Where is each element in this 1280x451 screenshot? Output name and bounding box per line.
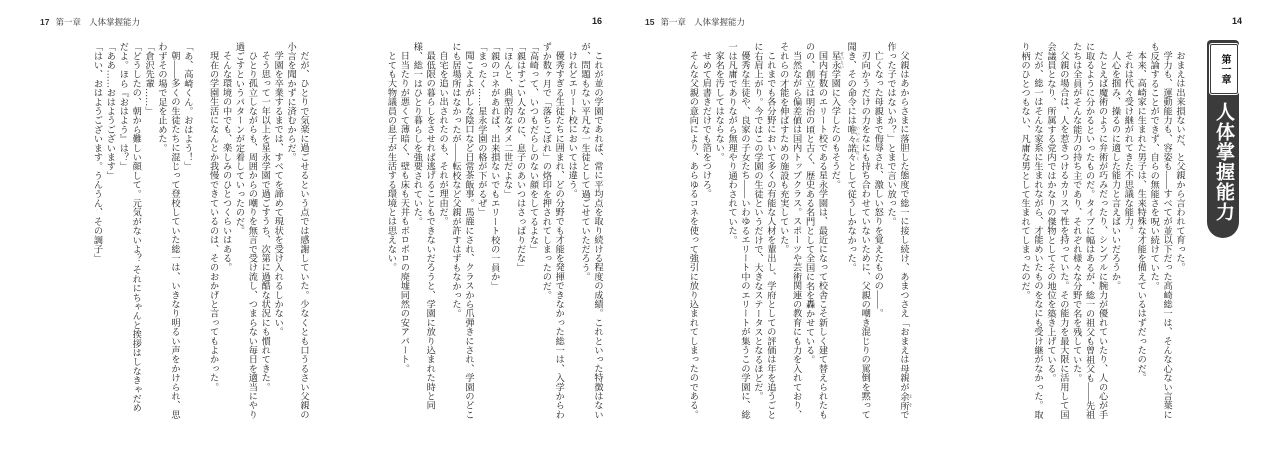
paragraph: そう思って一年以上を星永学園で過ごすうち、次第に過酷な状況にも慣れてきた。: [260, 51, 271, 392]
paragraph: 星永 せいえい学園に入学したのもそうだ。: [830, 51, 845, 190]
paragraph: これが並の学園であれば、常に平均点を取り続ける程度の成績。これといった特徴はないが、問題もない平凡な一生徒として過ごせていただろう。: [580, 42, 603, 420]
paragraph: それは代々受け継がれてきた不思議な能力。: [1123, 51, 1134, 236]
ruby-annotation: 星永 せいえい: [830, 51, 845, 70]
dialogue-line: 「親のコネがあれば、出来損ないでもエリート校の一員か」: [489, 42, 500, 291]
blank-line: [194, 42, 207, 420]
dialogue-line: 「ああ……おはようございます」: [105, 42, 116, 180]
running-header: [40, 16, 148, 28]
paragraph: おまえは出来損ないだ、と父親から言われて育った。: [1175, 51, 1185, 272]
paragraph: 学園を卒業するまでは、すべてを諦めて現状を受け入れるしかない。: [273, 51, 284, 337]
paragraph: 亡くなった母親まで侮辱され、激しい怒りを覚えたものの——。: [873, 51, 884, 318]
paragraph: ひとり孤立しながらも、周囲からの嘲りを無言で受け流し、つまらない毎日を適当にやり過ごすというパターンが定着していったのだ。: [234, 42, 258, 420]
header-chapter: 第一章: [55, 17, 81, 27]
paragraph: たとえば魔術のように弁術が巧みだったり、シンプルに腕力が優れていたり、人の心が手に取るように分かるといったものだ。タイプに幅はあるが、総一の祖父も曾祖父も——先祖たちは全員がそんな能力の持ち主であり、それぞれ様々な分野で名を残していた。: [1071, 42, 1108, 420]
paragraph: これまでも各分野において多くの有能な人材を輩出し、学府としての評価は年を追うごとに右肩上がり。今ではこの学園の生徒というだけで、大きなステータスとなるほどだ。: [752, 42, 776, 420]
page-number: 17: [40, 17, 50, 27]
paragraph: 現在の学園生活になんとか我慢できているのは、そのおかげと言ってもよかった。: [208, 51, 219, 392]
dialogue-line: 「ほんと、典型的なダメ二世だよな」: [502, 42, 513, 199]
paragraph: 日当たりが悪くて薄暗く、壁も床も天井もボロボロの廃墟同然の安アパート。: [399, 51, 410, 374]
header-chapter: 第一章: [660, 17, 686, 27]
paragraph: 父親はあからさまに落胆した態度で総一に接し続け、あまつさえ「おまえは母親が余所 よそで作った子ではないか？」とまで言い放った。: [886, 42, 913, 420]
page-number: 16: [592, 16, 603, 26]
paragraph: 人心を掴み、操るのに適した能力と言えばいいだろうか。: [1110, 51, 1121, 291]
page-14-body: [964, 42, 1186, 420]
paragraph: だが、総一はそんな家系に生まれながら、才能めいたものをなにも受け継がなかった。取り柄のひとつもない、凡庸な男として生まれてしまったのだ。: [1020, 42, 1044, 420]
paragraph: とても大物議員の息子が生活する環境とは思えない。: [386, 51, 397, 272]
chapter-title-badge: [1207, 40, 1239, 238]
header-title: 人体掌握能力: [88, 17, 140, 27]
paragraph: 父親の場合は、人を惹きつけるカリスマ性を持っていた。その能力を最大限に活用して国会議員となり、所属する党内ではかなりの傑物としてその地位を築き上げている。: [1045, 42, 1069, 420]
paragraph: けれどエリート校においては違う。: [567, 51, 578, 199]
paragraph: 家名を汚してはならない。: [714, 51, 725, 162]
paragraph: せめて肩書きだけでも箔をつけろ。: [701, 51, 712, 199]
dialogue-line: 「親はすごい人なのに、息子のあいつはさっぱりだな」: [515, 42, 526, 272]
page-15-body: [643, 42, 913, 420]
dialogue-line: 「あ、高崎くん。おはよう！」: [182, 42, 193, 171]
page-number: 14: [1232, 16, 1243, 26]
ruby-annotation: 唯々諾々 いいだくだく: [846, 124, 861, 162]
dialogue-line: 「はい、おはようございます。うんうん、その調子」: [92, 42, 103, 263]
chapter-title: 人体掌握能力: [1213, 102, 1234, 222]
dialogue-line: 「まったく……星永学園の格が下がるぜ」: [476, 42, 487, 217]
paragraph: そんな環境の中でも、楽しみのひとつくらいはある。: [221, 51, 232, 272]
paragraph: 聞こえよがしな陰口など日常茶飯事。馬鹿にされ、クラスから爪弾きにされ、学園のどこにも居場所はなかったが——転校など父親が許すはずもなかった。: [451, 42, 474, 420]
page-16-body: [358, 42, 604, 420]
paragraph: そんな父親の意向により、あらゆるコネを使って強引に放り込まれてしまったのである。: [688, 51, 699, 420]
paragraph: 刃向かうだけの力をなにも持ち合わせていないために、父親の嘲き混じりの罵倒を黙って聞き、その命令には唯々諾々 いいだくだくとして従うしかなかった。: [846, 42, 871, 420]
dialogue-line: 「倉沢先輩……」: [144, 42, 155, 116]
paragraph: 優秀すぎる生徒たちに囲まれ、どの分野でも才能を発揮できなかった総一は、入学からわずか数ヶ月で「落ちこぼれ」の烙印を押されてしまったのだ。: [541, 42, 565, 420]
dialogue-line: 「高崎って、いつもだらしのない顔をしてるよな」: [528, 42, 539, 254]
paragraph: 学力も、運動能力も、容姿も——すべてが並以下だった高崎総一は、そんな心ない言葉にも反論することができず、自らの無能さを呪い続けていた。: [1149, 42, 1173, 420]
paragraph: 最低限の暮らしをさせれば逃げることもできないだろうと、学園に放り込まれた時と同様、総一はひとり暮らしを強要されていた。: [412, 42, 436, 410]
header-title: 人体掌握能力: [693, 17, 745, 27]
chapter-label: 第一章: [1210, 44, 1238, 94]
dialogue-line: 「どうしたの、朝から難しい顔して。元気がないよ？ それにちゃんと挨拶はしなきゃだめだよ。ほら『おはよう』は？」: [118, 42, 142, 413]
paragraph: だが、ひとりで気楽に過ごせるという点では感謝していた。少なくとも口うるさい父親の小言を聞かずに済むからだ。: [286, 42, 309, 420]
paragraph: 国内有数のエリート校である星永学園は、最近になって校舎こそ新しく建て替えられたものの、創立は明治の頃と古く、歴史ある名門として全国に名を轟かせている。: [804, 42, 828, 420]
paragraph: 自宅を追い出されたのも、それが理由だ。: [438, 51, 449, 226]
page-17-body: [38, 42, 310, 420]
paragraph: 当然ながら偏差値は国内トップクラス。スポーツや芸術関連の教育にも力を入れており、それらの才能を伸ばすための施設も充実していた。: [778, 42, 802, 420]
paragraph: 優秀な生徒や、良家の子女たち——いわゆるエリート中のエリートが集うこの学園に、総一は凡庸でありながら無理やり通わされていた。: [727, 42, 751, 420]
paragraph: 本来、高崎家に生まれた男子は、生来特殊な才能を備えているはずだったのだ。: [1136, 51, 1147, 383]
running-header: [645, 16, 753, 28]
ruby-annotation: 余所 よそ: [899, 391, 913, 410]
page-number: 15: [645, 17, 655, 27]
paragraph: 朝——多くの生徒たちに混じって登校していた総一は、いきなり明るい声をかけられ、思わずその場で足を止めた。: [157, 42, 180, 420]
